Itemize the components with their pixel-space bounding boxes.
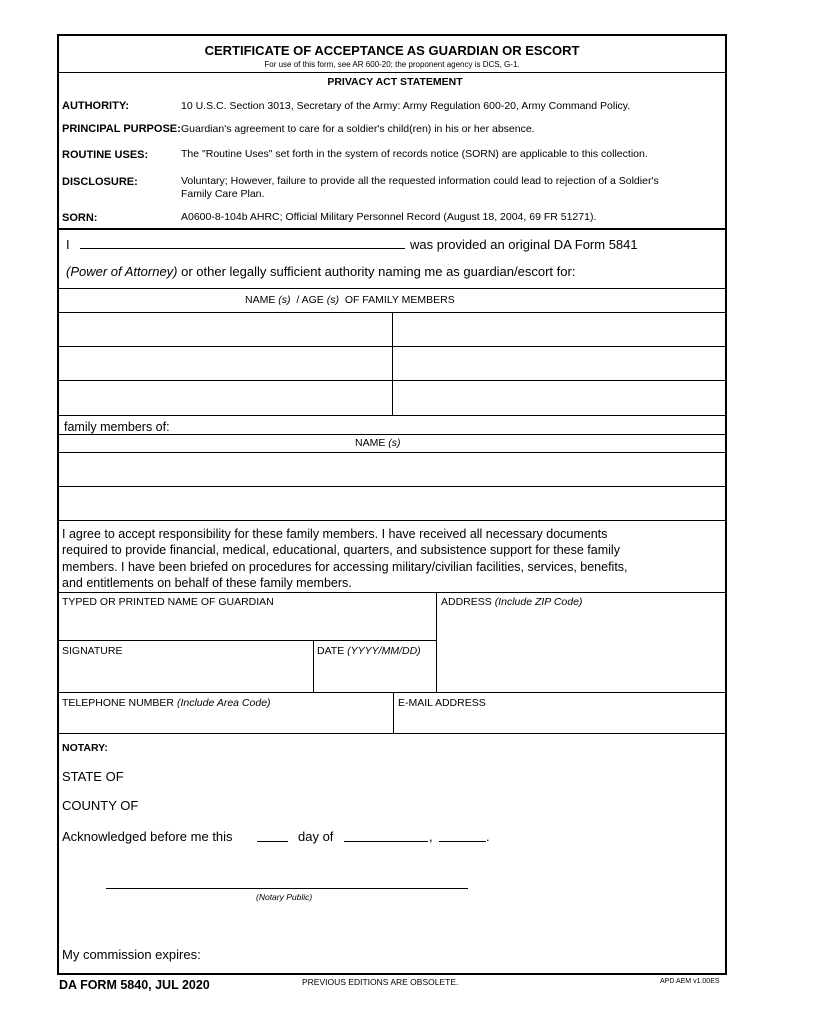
agreement-text: I agree to accept responsibility for these family members. I have received all necessary documents required to provide financial, medical, educational, quarters, and subsistence support for these family members. I have been briefed on procedures for accessing military/civilian facilities, services, benefits, and entitlements on behalf of these family members. <box>62 527 628 590</box>
routine-label: ROUTINE USES: <box>62 149 149 161</box>
family-members-of: family members of: <box>64 420 170 434</box>
disclosure-text-2: Family Care Plan. <box>181 188 265 200</box>
authority-label: AUTHORITY: <box>62 100 130 112</box>
authority-text: 10 U.S.C. Section 3013, Secretary of the Army: Army Regulation 600-20, Army Command Policy. <box>181 100 631 112</box>
commission-expires: My commission expires: <box>62 947 201 962</box>
notary-day-of: day of <box>298 829 334 844</box>
sponsor-name-field-1[interactable] <box>58 453 726 486</box>
sponsor-name-header: NAME (s) <box>355 437 401 449</box>
version-label: APD AEM v1.00ES <box>660 978 720 985</box>
notary-state: STATE OF <box>62 769 124 784</box>
signature-field[interactable] <box>58 658 312 692</box>
family-names-header: NAME (s) / AGE (s) OF FAMILY MEMBERS <box>245 294 455 306</box>
statement-i: I <box>66 237 70 252</box>
date-field[interactable] <box>314 658 435 692</box>
guardian-name-label: TYPED OR PRINTED NAME OF GUARDIAN <box>62 596 274 608</box>
notary-signature-line[interactable] <box>106 888 468 889</box>
guardian-name-blank[interactable] <box>80 248 405 249</box>
family-member-age-2[interactable] <box>393 347 726 380</box>
family-member-name-2[interactable] <box>58 347 392 380</box>
ack-day-blank[interactable] <box>257 841 288 842</box>
sorn-text: A0600-8-104b AHRC; Official Military Personnel Record (August 18, 2004, 69 FR 51271). <box>181 211 597 223</box>
statement-authority: (Power of Attorney) or other legally sufficient authority naming me as guardian/escort for: <box>66 264 576 279</box>
telephone-field[interactable] <box>58 710 392 733</box>
notary-heading: NOTARY: <box>62 742 108 754</box>
family-member-age-3[interactable] <box>393 381 726 414</box>
ack-year-blank[interactable] <box>439 841 486 842</box>
notary-county: COUNTY OF <box>62 798 139 813</box>
ack-comma: , <box>429 829 433 844</box>
purpose-label: PRINCIPAL PURPOSE: <box>62 123 181 135</box>
date-label: DATE (YYYY/MM/DD) <box>317 645 421 657</box>
family-member-age-1[interactable] <box>393 313 726 346</box>
signature-label: SIGNATURE <box>62 645 123 657</box>
form-title: CERTIFICATE OF ACCEPTANCE AS GUARDIAN OR ESCORT <box>204 43 580 58</box>
disclosure-label: DISCLOSURE: <box>62 176 138 188</box>
form-id: DA FORM 5840, JUL 2020 <box>59 978 210 992</box>
purpose-text: Guardian's agreement to care for a soldier's child(ren) in his or her absence. <box>181 123 535 135</box>
family-member-name-3[interactable] <box>58 381 392 414</box>
address-label: ADDRESS (Include ZIP Code) <box>441 596 583 608</box>
statement-provided: was provided an original DA Form 5841 <box>410 237 638 252</box>
disclosure-text-1: Voluntary; However, failure to provide all the requested information could lead to rejection of a Soldier's <box>181 175 659 187</box>
routine-text: The "Routine Uses" set forth in the system of records notice (SORN) are applicable to this collection. <box>181 148 648 160</box>
sorn-label: SORN: <box>62 212 98 224</box>
email-field[interactable] <box>394 710 726 733</box>
guardian-name-field[interactable] <box>58 608 436 640</box>
ack-period: . <box>486 829 490 844</box>
notary-public-label: (Notary Public) <box>256 892 313 902</box>
form-subtitle: For use of this form, see AR 600-20; the proponent agency is DCS, G-1. <box>264 60 520 69</box>
privacy-heading: PRIVACY ACT STATEMENT <box>327 76 463 88</box>
family-member-name-1[interactable] <box>58 313 392 346</box>
telephone-label: TELEPHONE NUMBER (Include Area Code) <box>62 697 271 709</box>
email-label: E-MAIL ADDRESS <box>398 697 486 709</box>
notary-ack-label: Acknowledged before me this <box>62 829 233 844</box>
address-field[interactable] <box>437 610 726 692</box>
obsolete-notice: PREVIOUS EDITIONS ARE OBSOLETE. <box>302 977 459 987</box>
ack-month-blank[interactable] <box>344 841 428 842</box>
sponsor-name-field-2[interactable] <box>58 487 726 520</box>
